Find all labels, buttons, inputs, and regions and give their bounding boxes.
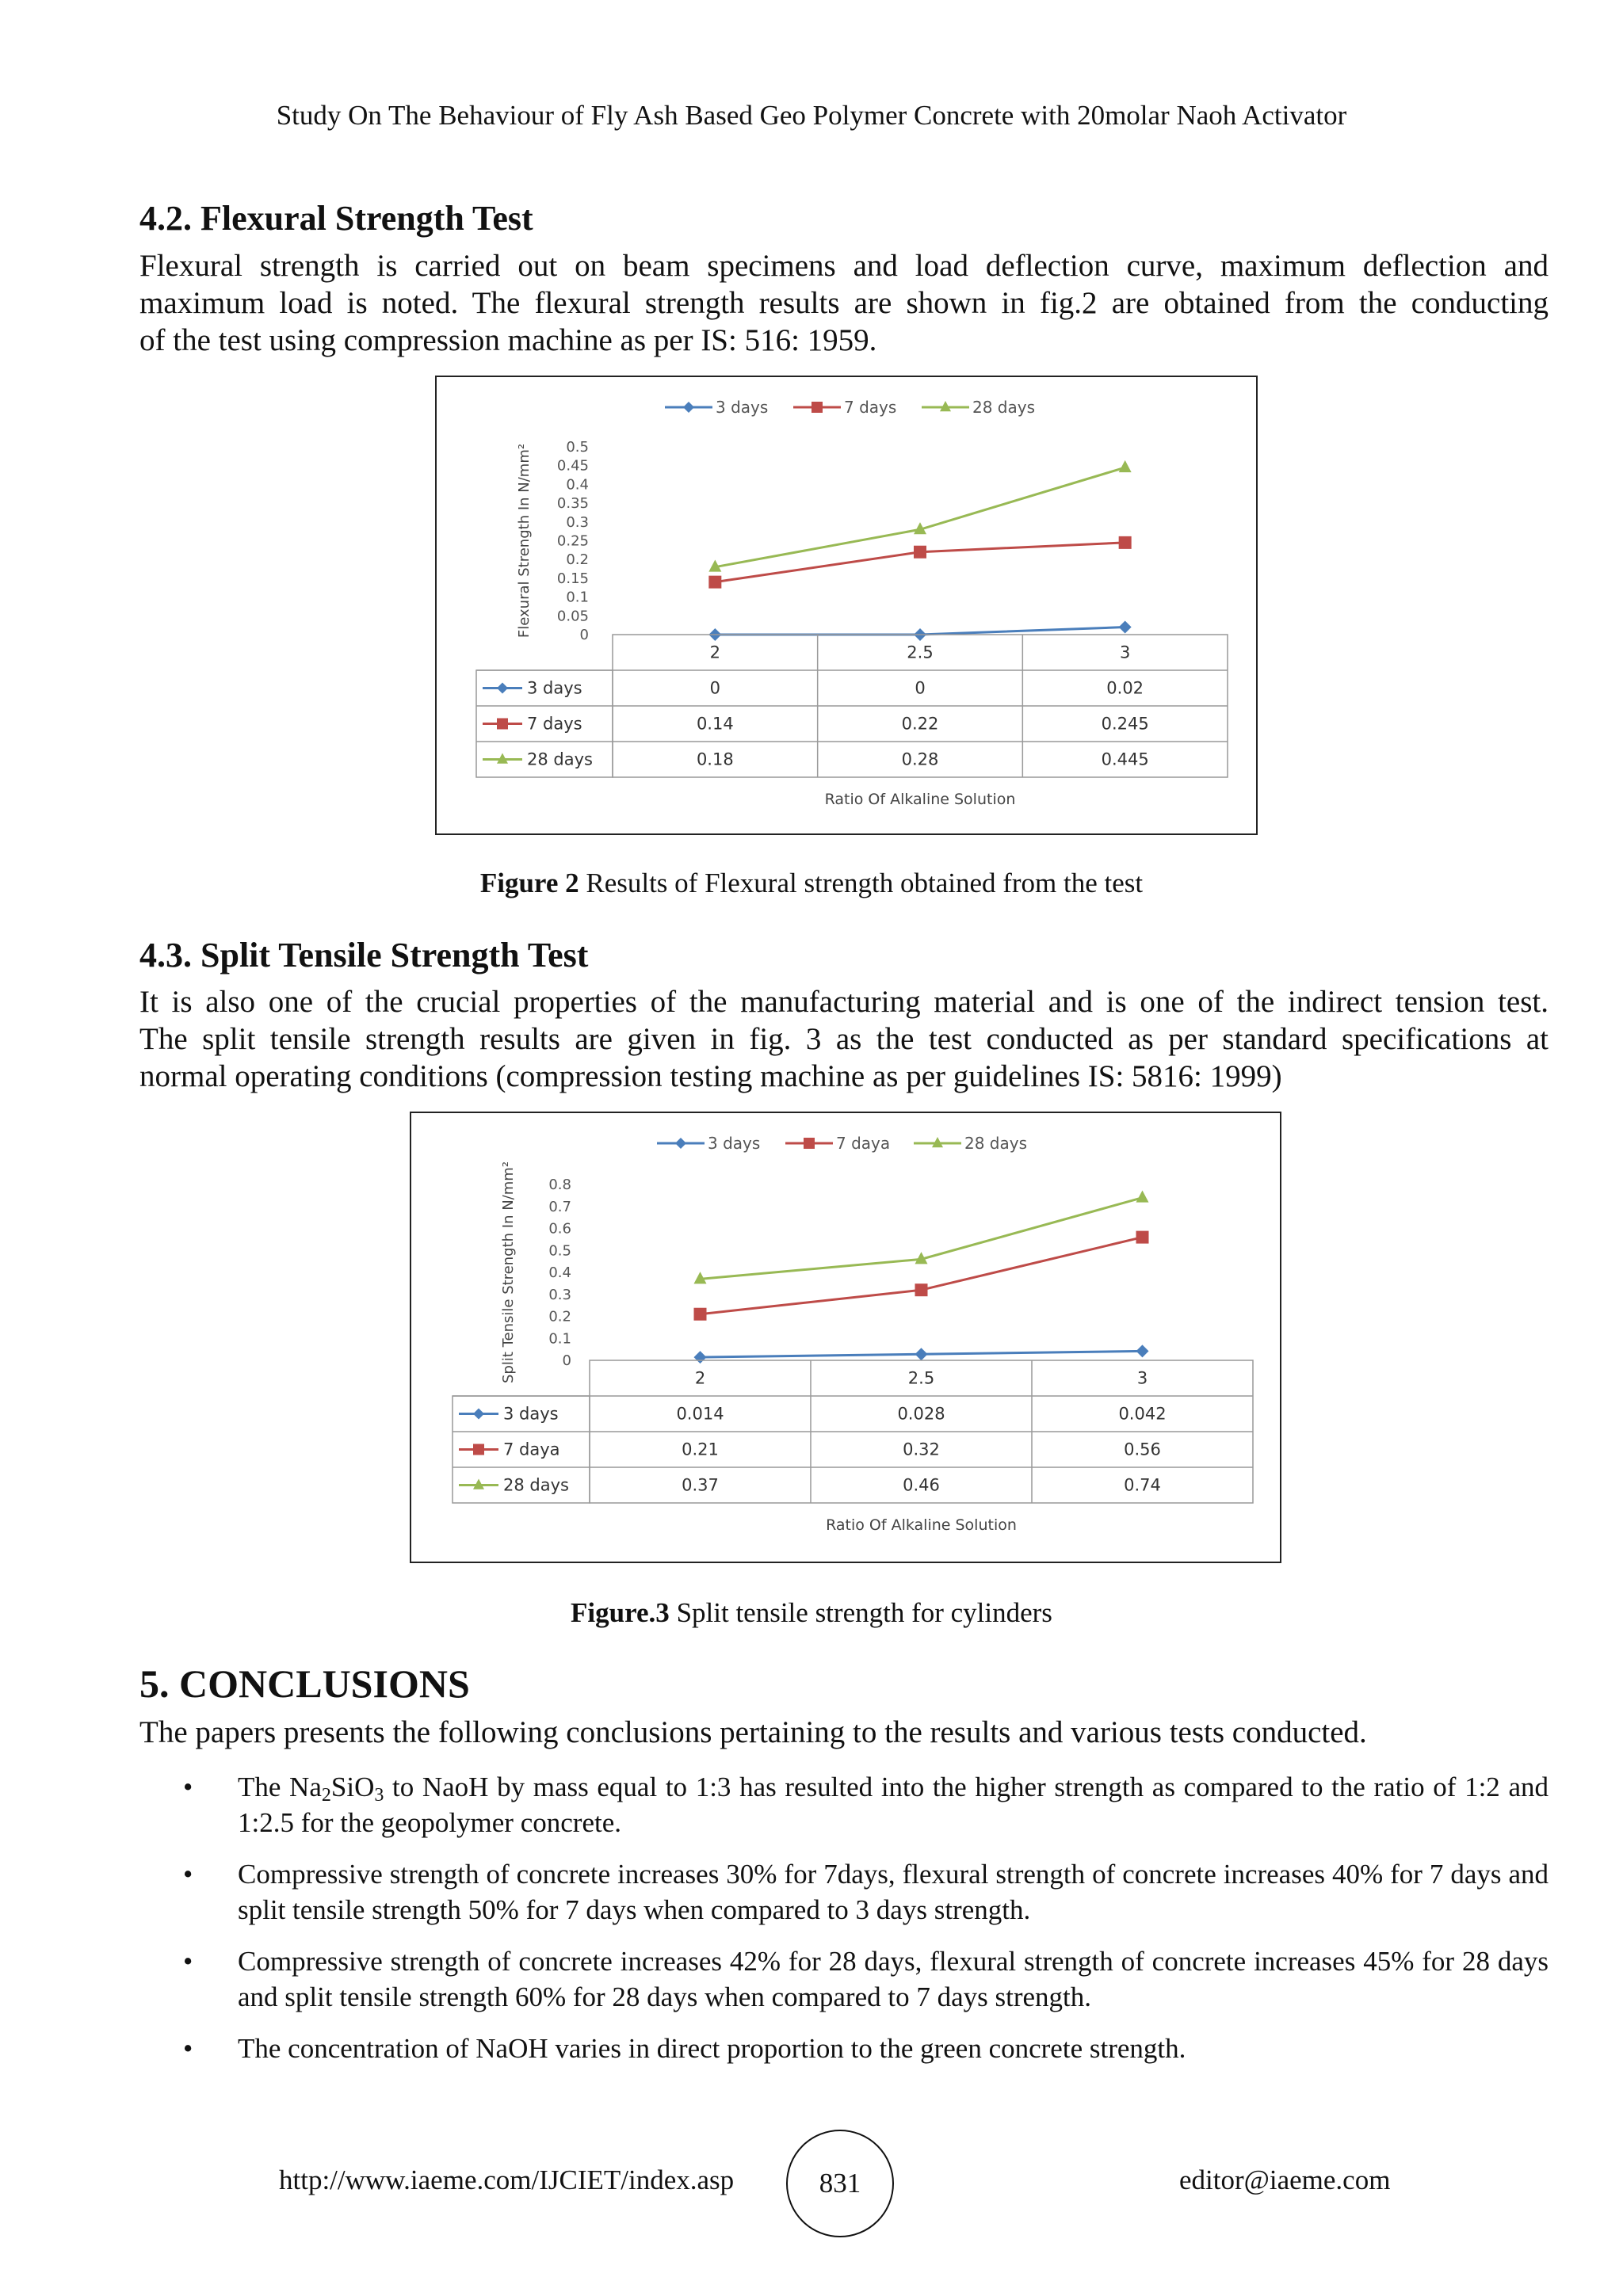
data-point xyxy=(1119,460,1132,472)
figure-caption-text: Split tensile strength for cylinders xyxy=(669,1597,1052,1628)
data-point xyxy=(915,1283,928,1296)
footer-email: editor@iaeme.com xyxy=(1179,2164,1391,2195)
y-tick-label: 0.1 xyxy=(566,589,589,606)
y-tick-label: 0.1 xyxy=(548,1330,571,1348)
x-axis-title: Ratio Of Alkaline Solution xyxy=(826,1516,1017,1534)
row-key-marker xyxy=(473,1444,484,1455)
table-data-label: 0.02 xyxy=(1106,678,1144,698)
y-tick-label: 0.7 xyxy=(548,1198,571,1215)
bullet-icon: • xyxy=(183,2033,193,2064)
table-data-label: 0.28 xyxy=(901,749,939,769)
x-category-label: 3 xyxy=(1119,643,1131,662)
y-tick-label: 0.35 xyxy=(556,495,589,513)
y-tick-label: 0.2 xyxy=(566,551,589,569)
y-tick-label: 0.5 xyxy=(566,439,589,456)
flexural-strength-chart xyxy=(437,377,1256,833)
y-tick-label: 0.25 xyxy=(556,532,589,550)
table-data-label: 0.74 xyxy=(1124,1475,1161,1495)
x-category-label: 3 xyxy=(1136,1368,1148,1388)
legend-label: 7 daya xyxy=(836,1134,891,1153)
y-tick-label: 0.8 xyxy=(548,1177,571,1193)
paragraph-flexural xyxy=(139,247,1549,359)
paragraph-line: normal operating conditions (compression testing machine as per guidelines IS: 5816: 1999) xyxy=(139,1059,1282,1093)
paragraph-line: Flexural strength is carried out on beam specimens and load deflection curve, maximum deflection and xyxy=(139,249,1549,283)
row-series-name: 3 days xyxy=(527,678,582,698)
x-axis-title: Ratio Of Alkaline Solution xyxy=(824,791,1016,808)
section-heading-flexural: 4.2. Flexural Strength Test xyxy=(139,199,533,238)
data-point xyxy=(1136,1190,1149,1202)
running-header: Study On The Behaviour of Fly Ash Based Geo Polymer Concrete with 20molar Naoh Activator xyxy=(276,100,1347,131)
y-tick-label: 0.4 xyxy=(566,476,589,494)
y-tick-label: 0.3 xyxy=(566,513,589,531)
data-point xyxy=(1136,1231,1149,1244)
table-data-label: 0.014 xyxy=(676,1404,724,1424)
figure-2-caption xyxy=(0,868,1623,899)
y-tick-label: 0.4 xyxy=(548,1264,571,1281)
row-key-marker xyxy=(497,683,508,694)
y-tick-label: 0.45 xyxy=(556,457,589,475)
table-data-label: 0.46 xyxy=(903,1475,940,1495)
bullet-icon: • xyxy=(183,1859,193,1890)
bullet-icon: • xyxy=(183,1946,193,1977)
table-data-label: 0.32 xyxy=(903,1440,940,1459)
legend-marker xyxy=(812,402,823,413)
y-tick-label: 0 xyxy=(562,1352,571,1369)
y-tick-label: 0 xyxy=(579,627,589,643)
row-key-marker xyxy=(497,719,508,730)
list-item: • The concentration of NaOH varies in direct proportion to the green concrete strength. xyxy=(139,2031,1549,2066)
row-series-name: 7 days xyxy=(527,714,582,734)
x-category-label: 2 xyxy=(709,643,721,662)
legend-label: 7 days xyxy=(844,398,897,417)
legend-label: 3 days xyxy=(716,398,769,417)
series-line xyxy=(701,1198,1143,1280)
x-category-label: 2.5 xyxy=(907,1368,935,1388)
legend-label: 28 days xyxy=(972,398,1036,417)
figure-2-chart xyxy=(435,376,1258,835)
page-number: 831 xyxy=(786,2130,894,2237)
figure-3-caption xyxy=(0,1597,1623,1629)
table-data-label: 0 xyxy=(915,678,926,698)
paragraph-line: maximum load is noted. The flexural strength results are shown in fig.2 are obtained from the conducting xyxy=(139,286,1549,320)
row-series-name: 28 days xyxy=(503,1475,569,1495)
data-point xyxy=(915,1348,928,1360)
figure-3-chart xyxy=(410,1112,1281,1563)
data-point xyxy=(694,1351,707,1363)
legend-marker xyxy=(675,1138,686,1149)
y-tick-label: 0.6 xyxy=(548,1220,571,1238)
row-series-name: 7 daya xyxy=(503,1440,560,1459)
data-point xyxy=(708,576,721,589)
list-item: • Compressive strength of concrete increases 30% for 7days, flexural strength of concrete increases 40% for 7 days and split tensile strength 50% for 7 days when compared to 3 days strength. xyxy=(139,1856,1549,1928)
table-data-label: 0 xyxy=(709,678,721,698)
table-data-label: 0.042 xyxy=(1118,1404,1167,1424)
table-data-label: 0.445 xyxy=(1101,749,1149,769)
figure-label: Figure 2 xyxy=(479,868,579,898)
data-point xyxy=(1136,1344,1149,1357)
paragraph-split-tensile xyxy=(139,983,1549,1095)
data-point xyxy=(1119,536,1132,549)
legend-label: 28 days xyxy=(964,1134,1028,1153)
y-tick-label: 0.05 xyxy=(556,608,589,625)
legend-marker xyxy=(683,402,694,413)
table-data-label: 0.245 xyxy=(1101,714,1149,734)
paragraph-line: of the test using compression machine as per IS: 516: 1959. xyxy=(139,323,877,357)
paragraph-line: The split tensile strength results are given in fig. 3 as the test conducted as per standard specifications at xyxy=(139,1022,1549,1056)
x-category-label: 2.5 xyxy=(907,643,934,662)
footer-url: http://www.iaeme.com/IJCIET/index.asp xyxy=(279,2164,735,2195)
list-item: • Compressive strength of concrete increases 42% for 28 days, flexural strength of concrete increases 45% for 28 days and split tensile strength 60% for 28 days when compared to 7 days strength. xyxy=(139,1943,1549,2015)
row-key-marker xyxy=(473,1409,484,1420)
y-tick-label: 0.15 xyxy=(556,570,589,587)
table-data-label: 0.56 xyxy=(1124,1440,1161,1459)
paragraph-line: It is also one of the crucial properties of the manufacturing material and is one of the indirect tension test. xyxy=(139,985,1549,1019)
table-data-label: 0.14 xyxy=(696,714,734,734)
table-data-label: 0.18 xyxy=(696,749,734,769)
y-axis-title: Split Tensile Strength In N/mm² xyxy=(500,1161,517,1384)
y-tick-label: 0.3 xyxy=(548,1286,571,1303)
series-line xyxy=(701,1238,1143,1314)
y-axis-title: Flexural Strength In N/mm² xyxy=(516,443,533,639)
x-category-label: 2 xyxy=(694,1368,706,1388)
data-point xyxy=(1119,621,1132,634)
legend-marker xyxy=(804,1138,815,1149)
y-tick-label: 0.5 xyxy=(548,1242,571,1260)
table-data-label: 0.028 xyxy=(897,1404,945,1424)
legend-label: 3 days xyxy=(708,1134,761,1153)
split-tensile-strength-chart xyxy=(411,1113,1280,1562)
data-point xyxy=(694,1308,707,1321)
table-data-label: 0.37 xyxy=(682,1475,719,1495)
figure-caption-text: Results of Flexural strength obtained from the test xyxy=(579,868,1144,898)
list-item: • The $Na_2SiO_3$ to NaoH by mass equal to 1:3 has resulted into the higher strength as compared to the ratio of 1:2 and 1:2.5 for the geopolymer concrete. xyxy=(139,1769,1549,1840)
data-point xyxy=(914,546,926,559)
table-data-label: 0.21 xyxy=(682,1440,719,1459)
figure-label: Figure.3 xyxy=(571,1597,670,1628)
section-heading-split-tensile: 4.3. Split Tensile Strength Test xyxy=(139,936,589,974)
section-heading-conclusions: 5. CONCLUSIONS xyxy=(139,1661,470,1706)
row-series-name: 28 days xyxy=(527,749,593,769)
y-tick-label: 0.2 xyxy=(548,1308,571,1325)
conclusions-list xyxy=(139,1769,1549,2082)
row-series-name: 3 days xyxy=(503,1404,559,1424)
bullet-icon: • xyxy=(183,1772,193,1802)
conclusions-intro: The papers presents the following conclusions pertaining to the results and various tests conducted. xyxy=(139,1715,1367,1749)
table-data-label: 0.22 xyxy=(901,714,939,734)
